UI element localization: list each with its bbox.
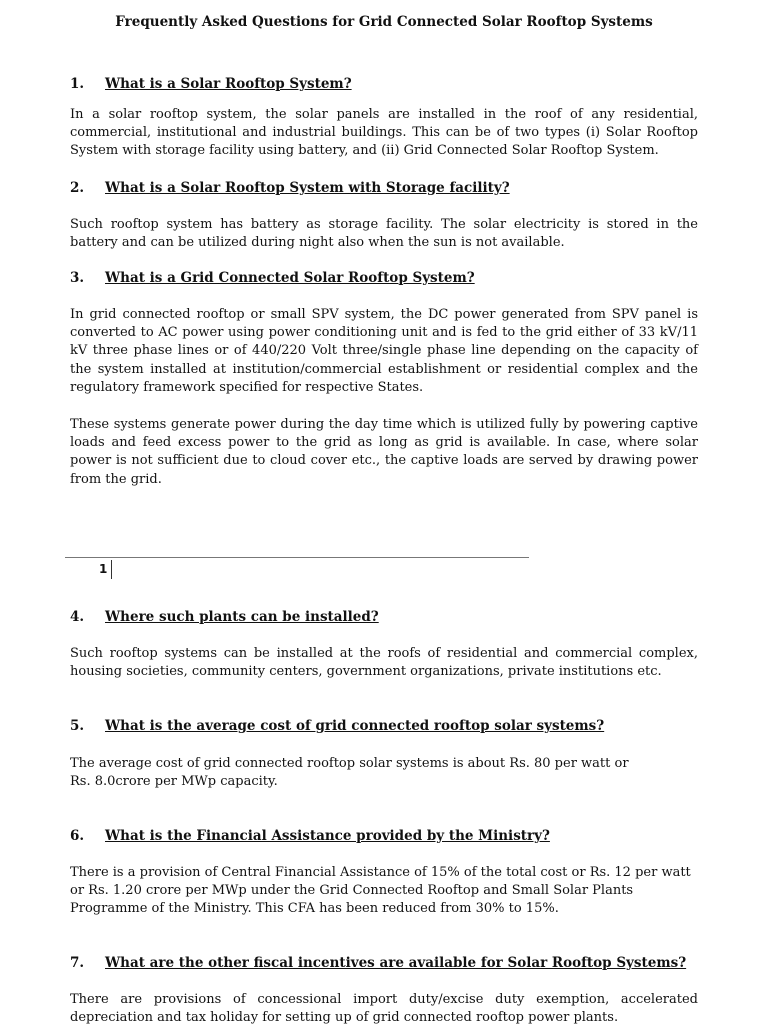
question-text: What is a Solar Rooftop System? xyxy=(105,76,352,92)
question-number: 2. xyxy=(70,180,85,196)
answer-paragraph-3a: In grid connected rooftop or small SPV system, the DC power generated from SPV panel is converted to AC power using power conditioning unit and is fed to the grid either of 33 kV/11 kV three phase lines or of 440/220 Volt three/single phase line depending on the capacity of the system installed at institution/commercial establishment or residential complex and the regulatory framework specified for respective States. xyxy=(70,307,698,395)
question-text: Where such plants can be installed? xyxy=(105,609,379,625)
footer-rule xyxy=(65,557,529,558)
answer-paragraph-6: There is a provision of Central Financial Assistance of 15% of the total cost or Rs. 12 per watt or Rs. 1.20 crore per MWp under the Grid Connected Rooftop and Small Solar Plants Programme of the Ministry. This CFA has been reduced from 30% to 15%. xyxy=(70,865,691,917)
answer-paragraph-7: There are provisions of concessional import duty/excise duty exemption, accelerated depreciation and tax holiday for setting up of grid connected rooftop power plants. xyxy=(70,992,698,1026)
question-number: 3. xyxy=(70,270,85,286)
question-number: 7. xyxy=(70,955,85,971)
question-text: What is a Solar Rooftop System with Storage facility? xyxy=(105,180,510,196)
answer-paragraph-5: The average cost of grid connected rooftop solar systems is about Rs. 80 per watt or Rs. 8.0crore per MWp capacity. xyxy=(70,756,629,790)
question-number: 4. xyxy=(70,609,85,625)
question-number: 5. xyxy=(70,718,85,734)
page-number: 1 xyxy=(99,562,108,576)
question-text: What is the Financial Assistance provided by the Ministry? xyxy=(105,828,550,844)
question-heading-3 xyxy=(70,270,475,286)
answer-paragraph-4: Such rooftop systems can be installed at the roofs of residential and commercial complex, housing societies, community centers, government organizations, private institutions etc. xyxy=(70,646,698,680)
question-number: 1. xyxy=(70,76,85,92)
question-heading-7 xyxy=(70,955,686,971)
question-heading-2 xyxy=(70,180,510,196)
question-heading-5 xyxy=(70,718,604,734)
document-title: Frequently Asked Questions for Grid Connected Solar Rooftop Systems xyxy=(115,14,653,30)
question-heading-4 xyxy=(70,609,379,625)
question-number: 6. xyxy=(70,828,85,844)
question-heading-1 xyxy=(70,76,352,92)
question-text: What are the other fiscal incentives are available for Solar Rooftop Systems? xyxy=(105,955,687,971)
question-text: What is the average cost of grid connected rooftop solar systems? xyxy=(105,718,605,734)
answer-paragraph-3b: These systems generate power during the day time which is utilized fully by powering captive loads and feed excess power to the grid as long as grid is available. In case, where solar power is not sufficient due to cloud cover etc., the captive loads are served by drawing power from the grid. xyxy=(70,417,698,487)
question-text: What is a Grid Connected Solar Rooftop System? xyxy=(105,270,475,286)
text-cursor xyxy=(111,560,112,579)
answer-paragraph-1: In a solar rooftop system, the solar panels are installed in the roof of any residential, commercial, institutional and industrial buildings. This can be of two types (i) Solar Rooftop System with storage facility using battery, and (ii) Grid Connected Solar Rooftop System. xyxy=(70,107,698,159)
question-heading-6 xyxy=(70,828,550,844)
answer-paragraph-2: Such rooftop system has battery as storage facility. The solar electricity is stored in the battery and can be utilized during night also when the sun is not available. xyxy=(70,217,698,251)
